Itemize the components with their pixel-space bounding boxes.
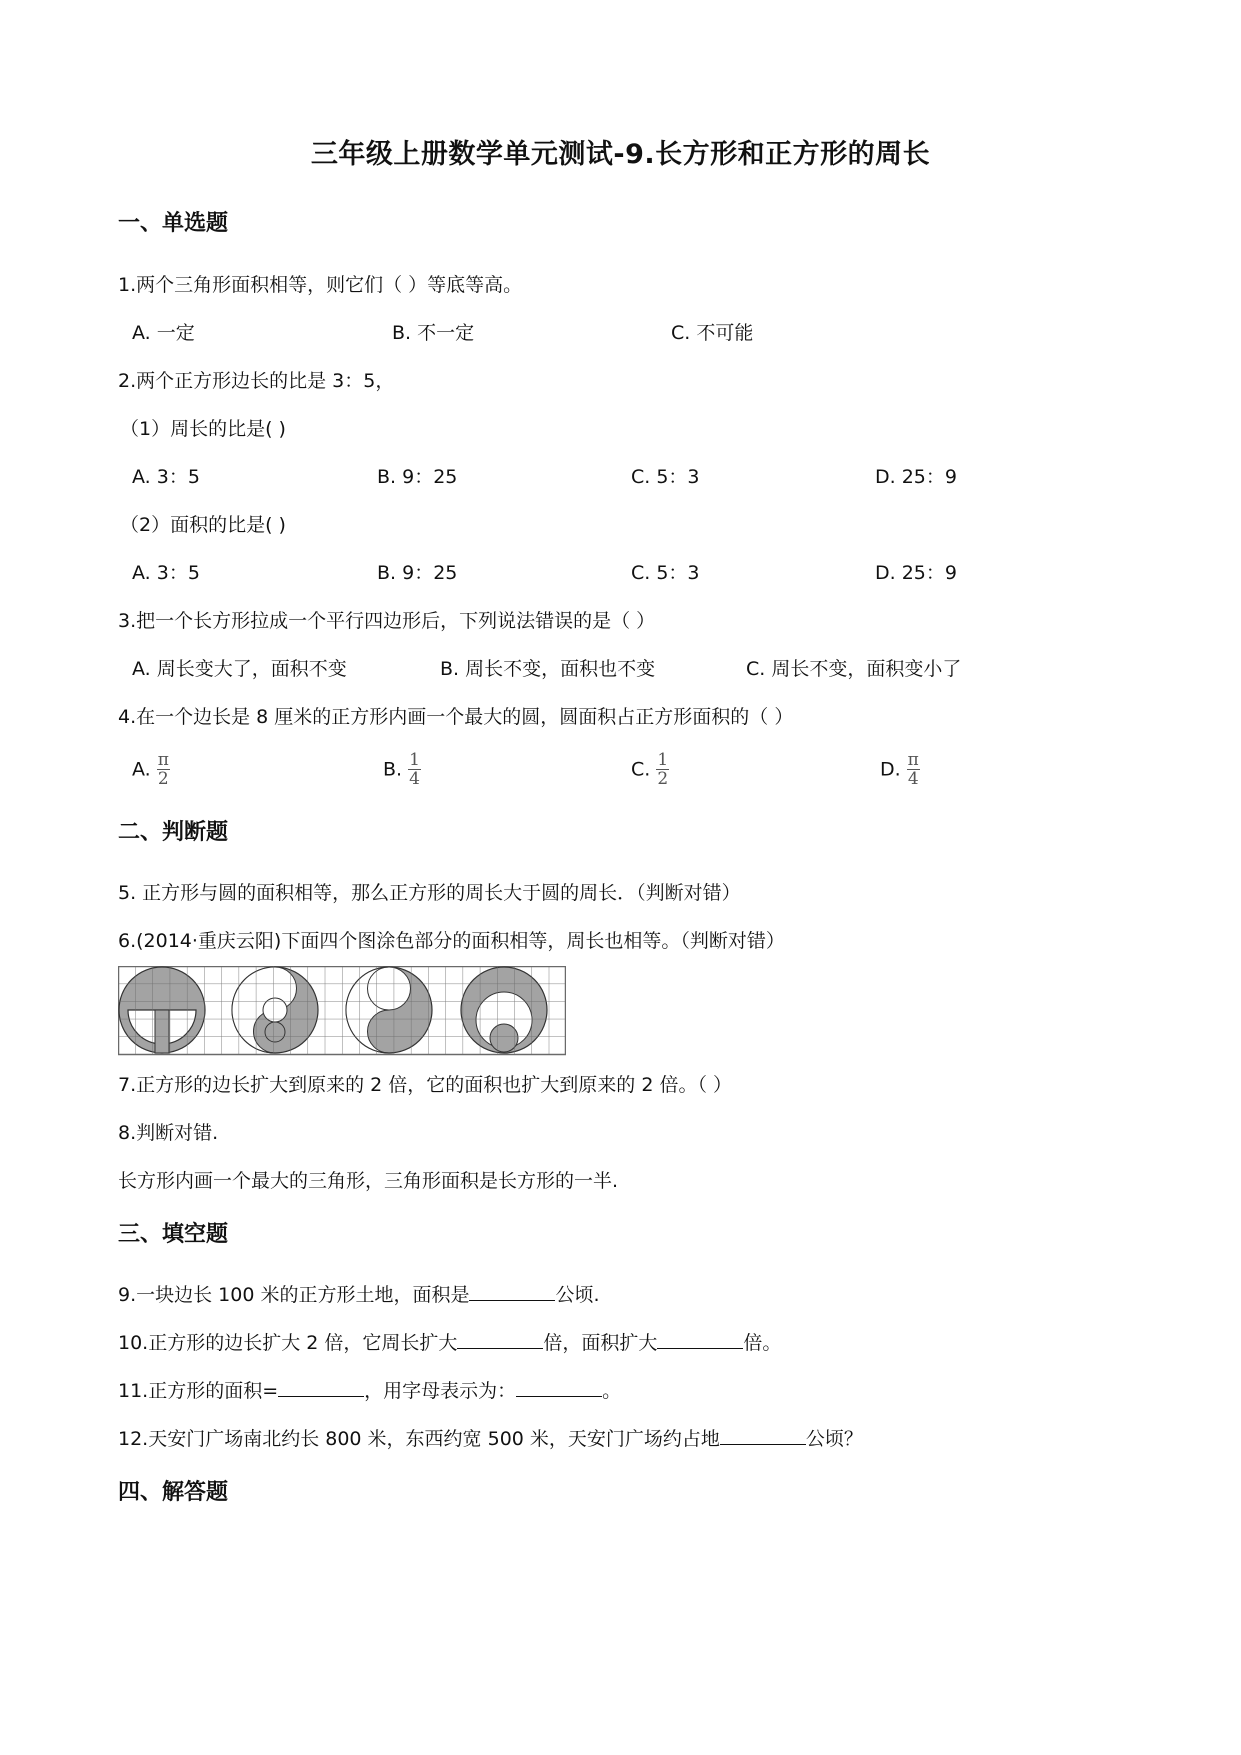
fraction-pi-over-4: $\frac{\pi}{4}$ (907, 750, 919, 789)
q11-answer-blank-1[interactable] (278, 1378, 364, 1397)
question-2-sub-2: （2）面积的比是( ) (120, 514, 286, 536)
q1-option-b: B. 不一定 (392, 322, 475, 344)
q4-option-a-label: A. (132, 758, 151, 781)
question-2-sub-1: （1）周长的比是( ) (120, 418, 286, 440)
question-1: 1.两个三角形面积相等，则它们（ ）等底等高。 (118, 274, 523, 296)
q1-option-a: A. 一定 (132, 322, 195, 344)
q4-option-b-label: B. (383, 758, 403, 781)
question-9: 9.一块边长 100 米的正方形土地，面积是 公顷. (118, 1284, 600, 1306)
q2-1-option-b: B. 9：25 (377, 466, 458, 488)
q1-option-c: C. 不可能 (671, 322, 754, 344)
fraction-pi-over-2: $\frac{\pi}{2}$ (157, 750, 169, 789)
q10-answer-blank-1[interactable] (457, 1330, 543, 1349)
q12-answer-blank[interactable] (720, 1426, 806, 1445)
q10-answer-blank-2[interactable] (657, 1330, 743, 1349)
page-title: 三年级上册数学单元测试-9.长方形和正方形的周长 (310, 139, 931, 170)
q3-option-c: C. 周长不变，面积变小了 (746, 658, 962, 680)
q9-answer-blank[interactable] (469, 1282, 555, 1301)
section-heading-single-choice: 一、单选题 (118, 211, 229, 236)
q4-option-d-label: D. (880, 758, 901, 781)
section-heading-fill-in: 三、填空题 (118, 1222, 229, 1247)
fraction-1-over-4: $\frac{1}{4}$ (409, 750, 420, 789)
question-8-statement: 长方形内画一个最大的三角形，三角形面积是长方形的一半. (118, 1170, 619, 1192)
question-8: 8.判断对错. (118, 1122, 219, 1144)
question-11: 11.正方形的面积= ，用字母表示为： 。 (118, 1380, 622, 1402)
q2-1-option-c: C. 5：3 (631, 466, 700, 488)
q3-option-a: A. 周长变大了，面积不变 (132, 658, 347, 680)
section-heading-solve: 四、解答题 (118, 1480, 229, 1505)
q11-answer-blank-2[interactable] (516, 1378, 602, 1397)
question-4: 4.在一个边长是 8 厘米的正方形内画一个最大的圆，圆面积占正方形面积的（ ） (118, 706, 794, 728)
q4-option-b (383, 752, 421, 788)
q2-2-option-d: D. 25：9 (875, 562, 957, 584)
question-5: 5. 正方形与圆的面积相等，那么正方形的周长大于圆的周长．（判断对错） (118, 882, 741, 904)
q2-2-option-b: B. 9：25 (377, 562, 458, 584)
q2-1-option-d: D. 25：9 (875, 466, 957, 488)
q2-2-option-a: A. 3：5 (132, 562, 200, 584)
q3-option-b: B. 周长不变，面积也不变 (440, 658, 656, 680)
q2-1-option-a: A. 3：5 (132, 466, 200, 488)
question-7: 7.正方形的边长扩大到原来的 2 倍，它的面积也扩大到原来的 2 倍。（ ） (118, 1074, 733, 1096)
q4-option-a (132, 752, 170, 788)
q4-option-d (880, 752, 920, 788)
section-heading-true-false: 二、判断题 (118, 820, 229, 845)
question-10: 10.正方形的边长扩大 2 倍，它周长扩大 倍，面积扩大 倍。 (118, 1332, 782, 1354)
q4-option-c (631, 752, 669, 788)
question-12: 12.天安门广场南北约长 800 米，东西约宽 500 米，天安门广场约占地 公顷？ (118, 1428, 863, 1450)
q4-option-c-label: C. (631, 758, 651, 781)
q2-2-option-c: C. 5：3 (631, 562, 700, 584)
question-3: 3.把一个长方形拉成一个平行四边形后，下列说法错误的是（ ） (118, 610, 656, 632)
question-6: 6.(2014·重庆云阳)下面四个图涂色部分的面积相等，周长也相等。（判断对错） (118, 930, 785, 952)
q6-four-shaded-figures (118, 966, 566, 1058)
fraction-1-over-2: $\frac{1}{2}$ (657, 750, 669, 789)
question-2: 2.两个正方形边长的比是 3：5， (118, 370, 395, 392)
